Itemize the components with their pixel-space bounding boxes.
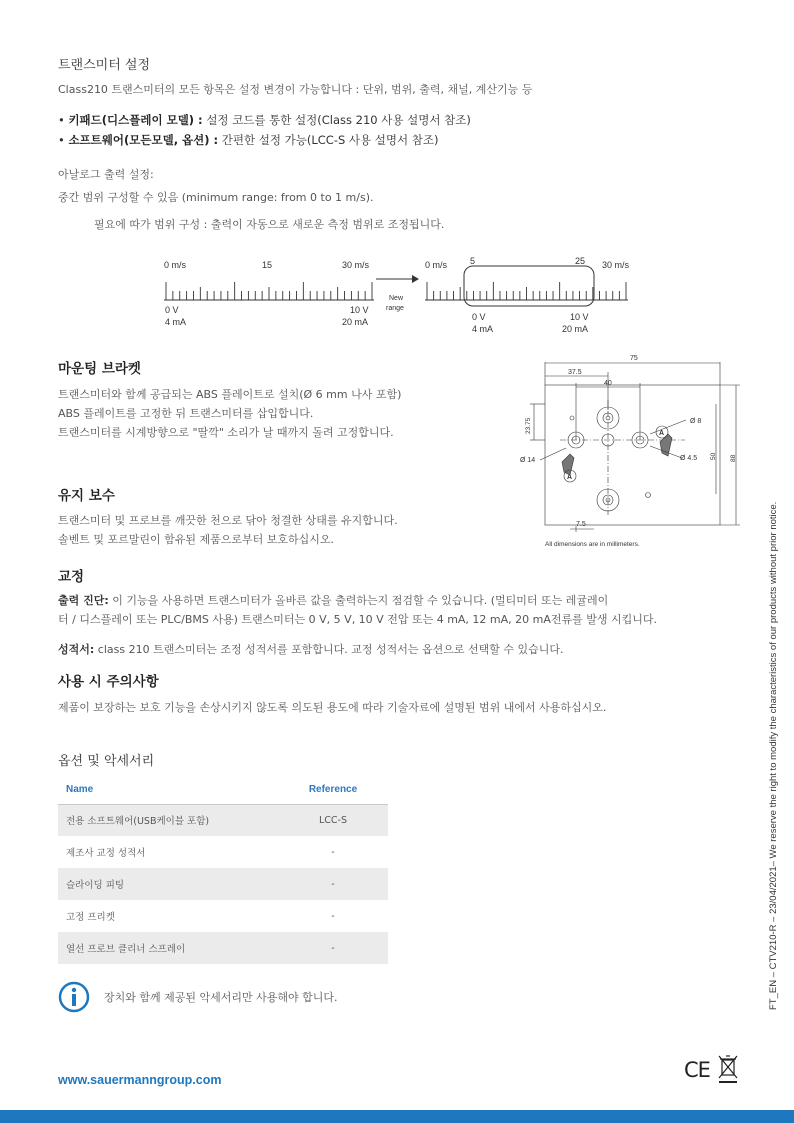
bullet-keypad-bold: 키패드(디스플레이 모델) :: [68, 113, 203, 127]
diagnostic-text-1: 이 기능을 사용하면 트랜스미터가 올바른 값을 출력하는지 점검할 수 있습니다. (멀티미터 또는 레귤레이: [108, 594, 609, 607]
row-name: 고정 프리켓: [66, 912, 115, 923]
diagnostic-line-2: 터 / 디스플레이 또는 PLC/BMS 사용) 트랜스미터는 0 V, 5 V, 10 V 전압 또는 4 mA, 12 mA, 20 mA전류를 발생 시킵니다.: [58, 613, 658, 626]
maintenance-line-2: 솔벤트 및 포르말린이 함유된 제품으로부터 보호하십시오.: [58, 533, 335, 546]
precautions-text: 제품이 보장하는 보호 기능을 손상시키지 않도록 의도된 용도에 따라 기술자료에 설명된 범위 내에서 사용하십시오.: [58, 701, 607, 714]
settings-intro: Class210 트랜스미터의 모든 항목은 설정 변경이 가능합니다 : 단위, 범위, 출력, 채널, 계산기능 등: [58, 83, 533, 96]
mounting-line-3: 트랜스미터를 시계방향으로 "딸깍" 소리가 날 때까지 돌려 고정합니다.: [58, 426, 394, 439]
dim-88: 88: [730, 454, 737, 462]
footer-url[interactable]: www.sauermanngroup.com: [58, 1073, 222, 1087]
table-row: [58, 900, 388, 932]
row-ref: -: [331, 910, 335, 922]
weee-bin-icon: [717, 1054, 739, 1084]
row-ref: -: [331, 846, 335, 858]
col-ref-header: Reference: [278, 776, 388, 804]
options-header-row: [58, 776, 388, 804]
options-note: 장치와 함께 제공된 악세서리만 사용해야 합니다.: [104, 991, 338, 1004]
left-volt-start: 0 V: [165, 305, 179, 315]
row-name: 전용 소프트웨어(USB케이블 포함): [58, 804, 278, 836]
options-table: [58, 776, 388, 964]
side-legal-text: FT_EN – CTV210-R – 23/04/2021– We reserve the right to modify the characteristics of our products without prior notice.: [768, 501, 779, 1010]
bullet-software: • 소프트웨어(모든모델, 옵션) : 간편한 설정 가능(LCC-S 사용 설명서 참조): [58, 133, 439, 147]
dim-7-5: 7.5: [576, 521, 586, 528]
right-sel-end: 25: [575, 256, 586, 266]
label-a-left: A: [567, 474, 573, 481]
diagnostic-line-1: [58, 591, 608, 610]
bullet-software-bold: 소프트웨어(모든모델, 옵션) :: [68, 133, 219, 147]
row-name: 열선 프로브 클리너 스프레이: [58, 932, 278, 964]
mounting-title: 마운팅 브라켓: [58, 361, 141, 377]
right-volt-start: 0 V: [472, 312, 486, 322]
right-scale-start: 0 m/s: [425, 260, 448, 270]
precautions-title: 사용 시 주의사항: [58, 674, 159, 690]
settings-title: 트랜스미터 설정: [58, 58, 151, 73]
mounting-line-1: 트랜스미터와 함께 공급되는 ABS 플레이트로 설치(Ø 6 mm 나사 포함): [58, 388, 402, 401]
left-amp-end: 20 mA: [342, 317, 369, 327]
calibration-title: 교정: [58, 569, 85, 585]
left-amp-start: 4 mA: [165, 317, 187, 327]
left-scale-start: 0 m/s: [164, 260, 187, 270]
dim-37-5: 37.5: [568, 369, 582, 376]
certificate-text: class 210 트랜스미터는 조정 성적서를 포함합니다. 교정 성적서는 옵션으로 선택할 수 있습니다.: [94, 643, 564, 656]
analog-line-1: 중간 범위 구성할 수 있음 (minimum range: from 0 to 1 m/s).: [58, 191, 374, 204]
table-row: [58, 932, 388, 964]
right-sel-start: 5: [470, 256, 476, 266]
info-icon: [58, 981, 90, 1013]
certificate-line: [58, 640, 563, 659]
arrow-label-new: New: [389, 295, 404, 302]
bullet-keypad-text: 설정 코드를 통한 설정(Class 210 사용 설명서 참조): [202, 113, 471, 127]
left-volt-end: 10 V: [350, 305, 369, 315]
dim-d8: Ø 8: [690, 418, 702, 425]
row-name: 슬라이딩 피팅: [58, 868, 278, 900]
table-row: [58, 868, 388, 900]
dim-d4-5: Ø 4.5: [680, 455, 698, 462]
dim-40: 40: [604, 380, 612, 387]
footer-accent-bar: [0, 1110, 794, 1123]
row-ref: -: [278, 932, 388, 964]
table-row: [58, 804, 388, 836]
dim-23-75: 23.75: [525, 417, 532, 434]
dim-75: 75: [630, 355, 638, 362]
range-scale-diagram: [160, 252, 640, 342]
row-ref: LCC-S: [278, 804, 388, 836]
bracket-drawing: [510, 350, 750, 550]
certificate-bold: 성적서:: [58, 643, 95, 656]
latch-left: [562, 454, 574, 475]
row-ref: -: [278, 868, 388, 900]
analog-title: 아날로그 출력 설정:: [58, 168, 154, 181]
arrow-head-icon: [412, 275, 419, 283]
label-a-right: A: [659, 430, 665, 437]
right-scale-end: 30 m/s: [602, 260, 630, 270]
maintenance-title: 유지 보수: [58, 488, 115, 504]
mounting-line-2: ABS 플레이트를 고정한 뒤 트랜스미터를 삽입합니다.: [58, 407, 314, 420]
table-row: [58, 836, 388, 868]
ce-mark: CE: [684, 1058, 710, 1082]
left-scale-end: 30 m/s: [342, 260, 370, 270]
latch-right: [660, 434, 672, 456]
analog-line-2: 필요에 따가 범위 구성 : 출력이 자동으로 새로운 측정 범위로 조정됩니다.: [94, 218, 445, 231]
bullet-keypad: • 키패드(디스플레이 모델) : 설정 코드를 통한 설정(Class 210 사용 설명서 참조): [58, 113, 471, 127]
right-volt-end: 10 V: [570, 312, 589, 322]
left-scale-mid: 15: [262, 260, 273, 270]
drawing-caption: All dimensions are in millimeters.: [545, 541, 640, 548]
arrow-label-range: range: [386, 305, 404, 312]
options-title: 옵션 및 악세서리: [58, 754, 155, 769]
row-name: 제조사 교정 성적서: [66, 848, 146, 859]
col-name-header: Name: [58, 776, 278, 804]
bullet-software-text: 간편한 설정 가능(LCC-S 사용 설명서 참조): [218, 133, 439, 147]
right-amp-end: 20 mA: [562, 324, 589, 334]
diagnostic-bold: 출력 진단:: [58, 594, 109, 607]
dim-d14: Ø 14: [520, 457, 536, 464]
maintenance-line-1: 트랜스미터 및 프로브를 깨끗한 천으로 닦아 청결한 상태를 유지합니다.: [58, 514, 398, 527]
right-amp-start: 4 mA: [472, 324, 494, 334]
dim-50: 50: [710, 452, 717, 460]
